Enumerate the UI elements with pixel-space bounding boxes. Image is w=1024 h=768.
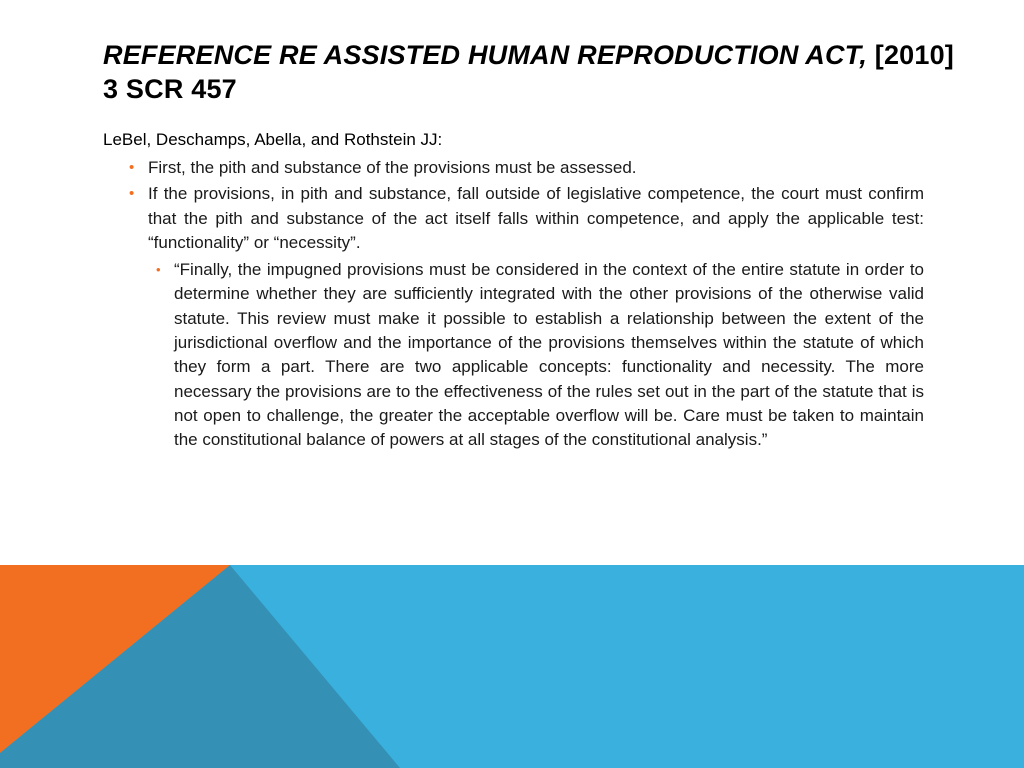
bullet-item	[129, 182, 924, 255]
bullet-text: First, the pith and substance of the provisions must be assessed.	[148, 158, 637, 177]
slide-title-case-name: REFERENCE RE ASSISTED HUMAN REPRODUCTION ACT,	[103, 40, 868, 70]
bullet-item	[129, 156, 924, 180]
bullet-icon: •	[156, 262, 161, 278]
bullet-text: If the provisions, in pith and substance, fall outside of legislative competence, the court must confirm that the pith and substance of the act itself falls within competence, and apply the applicable test: “functionality” or “necessity”.	[148, 184, 924, 252]
slide-title-citation: [2010] 3 SCR 457	[103, 40, 954, 104]
slide-content	[103, 128, 924, 453]
quote-text: “Finally, the impugned provisions must be considered in the context of the entire statute in order to determine whether they are sufficiently integrated with the other provisions of the otherwise valid statute. This review must make it possible to establish a relationship between the extent of the jurisdictional overflow and the importance of the provisions themselves within the statute of which they form a part. There are two applicable concepts: functionality and necessity. The more necessary the provisions are to the effectiveness of the rules set out in the part of the statute that is not open to challenge, the greater the acceptable overflow will be. Care must be taken to maintain the constitutional balance of powers at all stages of the constitutional analysis.”	[174, 260, 924, 450]
bullet-icon: •	[129, 185, 135, 203]
judges-intro: LeBel, Deschamps, Abella, and Rothstein JJ:	[103, 130, 443, 149]
decorative-background-shapes	[0, 565, 1024, 768]
bullet-icon: •	[129, 159, 135, 176]
slide-title	[103, 38, 963, 106]
sub-bullet-item	[156, 258, 924, 452]
